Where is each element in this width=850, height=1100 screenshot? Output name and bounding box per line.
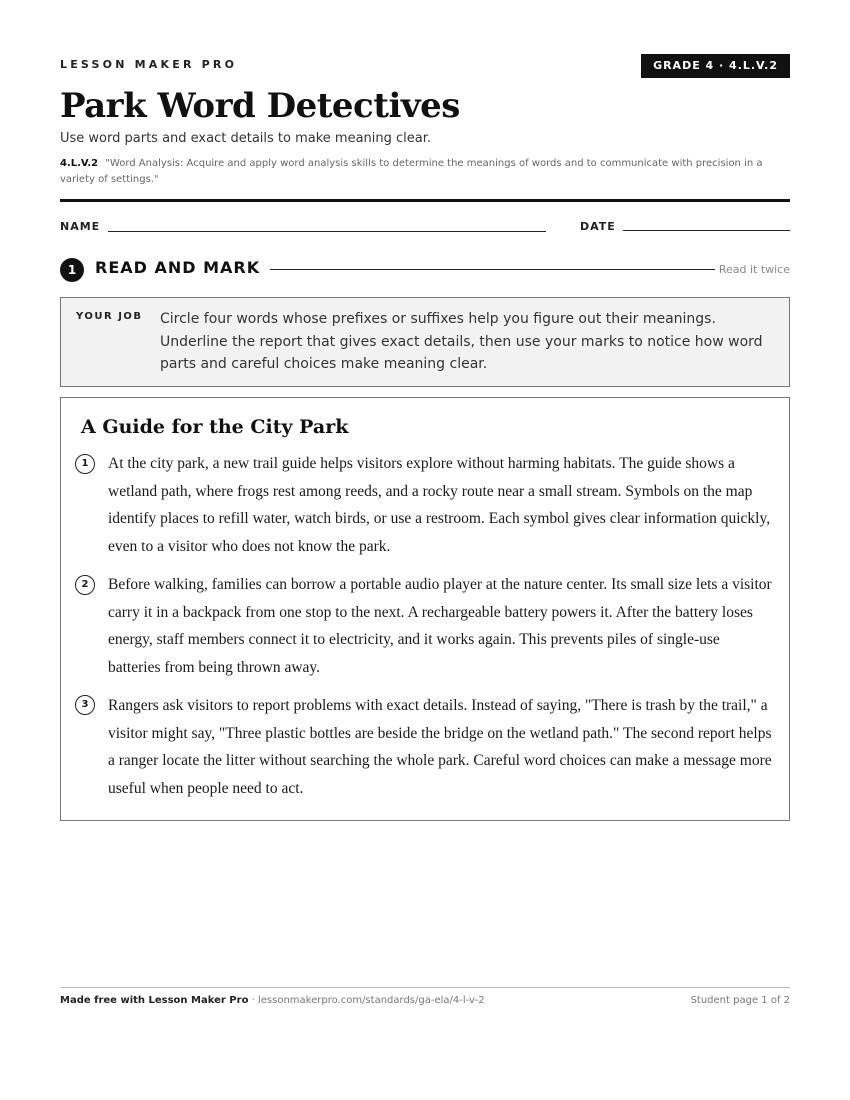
instructions-label: YOUR JOB	[76, 311, 143, 322]
worksheet-page	[60, 0, 790, 1100]
passage-paragraph: Rangers ask visitors to report problems with exact details. Instead of saying, "There is trash by the trail," a visitor might say, "Three plastic bottles are beside the bridge on the wetland path." The second report helps a ranger locate the litter without searching the whole park. Careful word choices can make a message more useful when people need to act.	[108, 697, 772, 797]
footer-credit	[60, 995, 485, 1006]
instructions-box	[60, 297, 790, 387]
section-title: READ AND MARK	[95, 258, 261, 277]
footer-url[interactable]: · lessonmakerpro.com/standards/ga-ela/4-l-v-2	[248, 995, 485, 1006]
page-title: Park Word Detectives	[60, 86, 460, 126]
instructions-text: Circle four words whose prefixes or suffixes help you figure out their meanings. Underline the report that gives exact details, then use your marks to notice how word parts and careful choices make meaning clear.	[160, 311, 763, 372]
name-label: NAME	[60, 220, 101, 233]
section-number: 1	[60, 258, 84, 282]
date-field[interactable]	[623, 230, 790, 231]
name-field[interactable]	[108, 231, 546, 232]
standard-code: 4.L.V.2	[60, 158, 99, 169]
paragraph-number: 1	[75, 454, 95, 474]
passage-title: A Guide for the City Park	[81, 416, 349, 438]
page-subtitle: Use word parts and exact details to make meaning clear.	[60, 131, 432, 146]
footer-page-number: Student page 1 of 2	[690, 995, 790, 1006]
standard-text: "Word Analysis: Acquire and apply word analysis skills to determine the meanings of words and to communicate with precision in a variety of settings."	[60, 158, 763, 185]
passage-paragraph: At the city park, a new trail guide helps visitors explore without harming habitats. The guide shows a wetland path, where frogs rest among reeds, and a rocky route near a small stream. Symbols on the map identify places to refill water, watch birds, or use a restroom. Each symbol gives clear information quickly, even to a visitor who does not know the park.	[108, 455, 771, 555]
reading-passage	[60, 397, 790, 821]
paragraph-number: 3	[75, 695, 95, 715]
grade-badge: GRADE 4 · 4.L.V.2	[641, 54, 790, 78]
section-note: Read it twice	[718, 263, 790, 276]
passage-paragraph: Before walking, families can borrow a portable audio player at the nature center. Its small size lets a visitor carry it in a backpack from one stop to the next. A rechargeable battery powers it. After the battery loses energy, staff members connect it to electricity, and it works again. This prevents piles of single-use batteries from being thrown away.	[108, 576, 772, 676]
header-divider	[60, 199, 790, 202]
paragraph-number: 2	[75, 575, 95, 595]
footer-made-with: Made free with Lesson Maker Pro	[60, 995, 249, 1006]
standard-description	[60, 156, 780, 188]
footer-divider	[60, 987, 790, 988]
brand-name: LESSON MAKER PRO	[60, 58, 238, 71]
date-label: DATE	[580, 220, 616, 233]
section-divider	[270, 269, 715, 270]
